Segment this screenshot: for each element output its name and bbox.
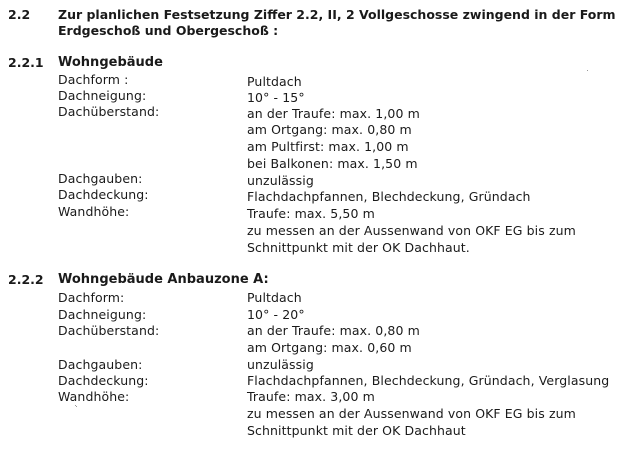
row-value: Schnittpunkt mit der OK Dachhaut <box>247 423 466 438</box>
row-label: Dachneigung: <box>58 307 147 322</box>
section-title-line-2: Erdgeschoß und Obergeschoß : <box>58 23 279 38</box>
row-label: Dachform: <box>58 290 125 305</box>
row-label: Dachgauben: <box>58 171 143 186</box>
row-value: zu messen an der Aussenwand von OKF EG bis zum <box>247 406 576 421</box>
subsection-2-title: Wohngebäude Anbauzone A: <box>58 272 269 287</box>
row-value: Pultdach <box>247 290 302 305</box>
row-value: am Ortgang: max. 0,60 m <box>247 340 412 355</box>
subsection-1-number: 2.2.1 <box>8 55 44 70</box>
section-title-line-1: Zur planlichen Festsetzung Ziffer 2.2, II, 2 Vollgeschosse zwingend in der Form <box>58 7 616 22</box>
section-number: 2.2 <box>8 7 31 22</box>
row-label: Dachüberstand: <box>58 323 160 338</box>
row-label: Dachneigung: <box>58 88 147 103</box>
row-value: Flachdachpfannen, Blechdeckung, Gründach, Verglasung <box>247 373 610 388</box>
row-label: Dachform : <box>58 72 129 87</box>
row-value: 10° - 15° <box>247 90 305 105</box>
row-value: unzulässig <box>247 173 314 188</box>
subsection-2-number: 2.2.2 <box>8 272 44 287</box>
row-value: an der Traufe: max. 0,80 m <box>247 323 420 338</box>
row-value: 10° - 20° <box>247 307 305 322</box>
scan-speck <box>587 70 588 71</box>
row-label: Dachdeckung: <box>58 187 149 202</box>
row-value: Schnittpunkt mit der OK Dachhaut. <box>247 240 470 255</box>
row-value: Traufe: max. 5,50 m <box>247 206 375 221</box>
row-label: Dachdeckung: <box>58 373 149 388</box>
row-value: Pultdach <box>247 74 302 89</box>
row-value: bei Balkonen: max. 1,50 m <box>247 156 418 171</box>
subsection-1-title: Wohngebäude <box>58 55 163 70</box>
row-value: Flachdachpfannen, Blechdeckung, Gründach <box>247 189 531 204</box>
scan-speck <box>76 406 77 407</box>
row-value: Traufe: max. 3,00 m <box>247 389 375 404</box>
row-label: Dachgauben: <box>58 357 143 372</box>
row-value: unzulässig <box>247 357 314 372</box>
row-value: am Ortgang: max. 0,80 m <box>247 122 412 137</box>
row-value: am Pultfirst: max. 1,00 m <box>247 139 409 154</box>
row-value: an der Traufe: max. 1,00 m <box>247 106 420 121</box>
row-label: Wandhöhe: <box>58 389 130 404</box>
row-label: Wandhöhe: <box>58 204 130 219</box>
row-value: zu messen an der Aussenwand von OKF EG bis zum <box>247 223 576 238</box>
row-label: Dachüberstand: <box>58 104 160 119</box>
